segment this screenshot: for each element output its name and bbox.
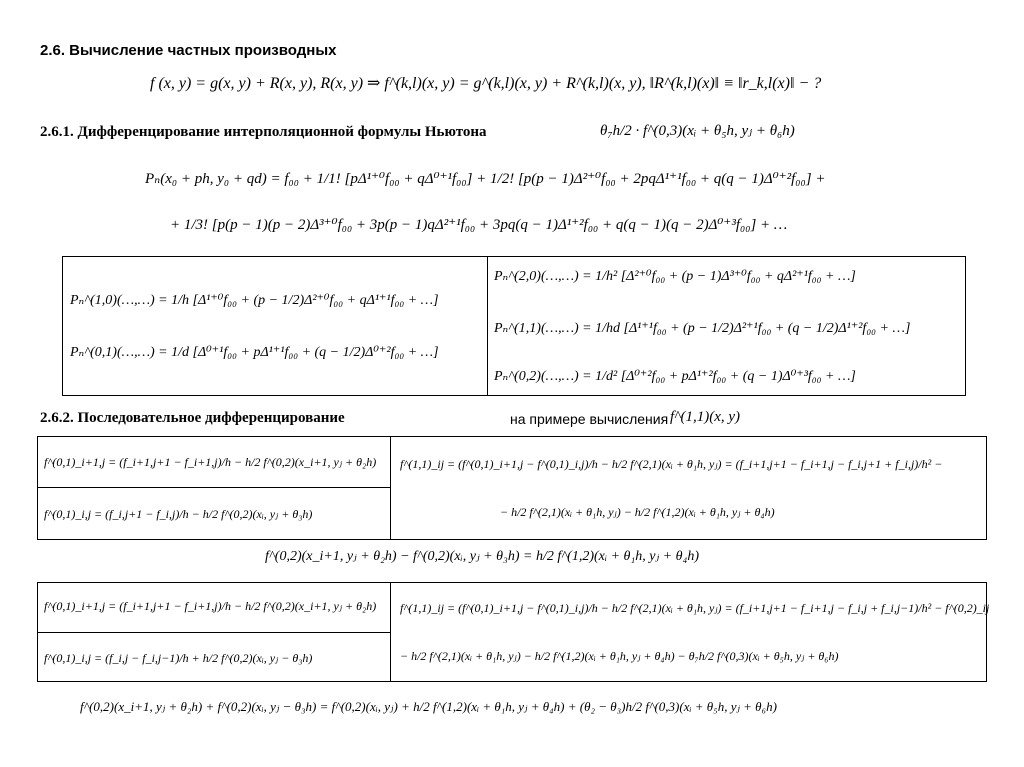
middle-identity: f^(0,2)(x_i+1, yⱼ + θ₂h) − f^(0,2)(xᵢ, yⱼ + θ₃h) = h/2 f^(1,2)(xᵢ + θ₁h, yⱼ + θ₄h): [265, 549, 700, 564]
P-derivative-2-0: Pₙ^(2,0)(…,…) = 1/h² [Δ²⁺⁰f₀₀ + (p − 1)Δ³⁺⁰f₀₀ + qΔ²⁺¹f₀₀ + …]: [494, 269, 856, 284]
P-derivative-1-1: Pₙ^(1,1)(…,…) = 1/hd [Δ¹⁺¹f₀₀ + (p − 1/2)Δ²⁺¹f₀₀ + (q − 1/2)Δ¹⁺²f₀₀ + …]: [494, 321, 911, 336]
newton-remainder-term: θ₇h/2 · f^(0,3)(xᵢ + θ₅h, yⱼ + θ₆h): [600, 123, 795, 139]
forward-diff-i1j-2: f^(0,1)_i+1,j = (f_i+1,j+1 − f_i+1,j)/h − h/2 f^(0,2)(x_i+1, yⱼ + θ₂h): [44, 599, 377, 613]
forward-diff-ij: f^(0,1)_i,j = (f_i,j+1 − f_i,j)/h − h/2 f^(0,2)(xᵢ, yⱼ + θ₃h): [44, 507, 313, 521]
P-derivative-0-1: Pₙ^(0,1)(…,…) = 1/d [Δ⁰⁺¹f₀₀ + pΔ¹⁺¹f₀₀ + (q − 1/2)Δ⁰⁺²f₀₀ + …]: [70, 345, 439, 360]
P-derivative-0-2: Pₙ^(0,2)(…,…) = 1/d² [Δ⁰⁺²f₀₀ + pΔ¹⁺²f₀₀ + (q − 1)Δ⁰⁺³f₀₀ + …]: [494, 369, 856, 384]
section-2-6-heading: 2.6. Вычисление частных производных: [40, 42, 337, 59]
newton-formula-line-1: Pₙ(x₀ + ph, y₀ + qd) = f₀₀ + 1/1! [pΔ¹⁺⁰f₀₀ + qΔ⁰⁺¹f₀₀] + 1/2! [p(p − 1)Δ²⁺⁰f₀₀ + 2pqΔ¹⁺¹f₀₀ + q(q − 1)Δ⁰⁺²f₀₀] +: [145, 171, 826, 187]
mixed-derivative-error-1: − h/2 f^(2,1)(xᵢ + θ₁h, yⱼ) − h/2 f^(1,2)(xᵢ + θ₁h, yⱼ + θ₄h): [500, 505, 775, 519]
mixed-derivative-result-2: f^(1,1)_ij = (f^(0,1)_i+1,j − f^(0,1)_i,j)/h − h/2 f^(2,1)(xᵢ + θ₁h, yⱼ) = (f_i+1,j+1 − f_i+1,j − f_i,j + f_i,j−1)/h² − f^(0,2)_ij: [400, 601, 990, 615]
section-2-6-1-heading: 2.6.1. Дифференцирование интерполяционной формулы Ньютона: [40, 124, 487, 140]
sequential-diff-box-1: [37, 436, 987, 540]
section-2-6-2-subtitle: на примере вычисления: [510, 411, 669, 427]
bottom-identity: f^(0,2)(x_i+1, yⱼ + θ₂h) + f^(0,2)(xᵢ, yⱼ − θ₃h) = f^(0,2)(xᵢ, yⱼ) + h/2 f^(1,2)(xᵢ + θ₁h, yⱼ + θ₄h) + (θ₂ − θ₃)h/2 f^(0,3)(xᵢ + θ₅h, yⱼ + θ₆h): [80, 699, 777, 714]
backward-diff-ij: f^(0,1)_i,j = (f_i,j − f_i,j−1)/h + h/2 f^(0,2)(xᵢ, yⱼ − θ₃h): [44, 651, 313, 665]
box-2-row-divider: [37, 632, 390, 633]
newton-formula-line-2: + 1/3! [p(p − 1)(p − 2)Δ³⁺⁰f₀₀ + 3p(p − 1)qΔ²⁺¹f₀₀ + 3pq(q − 1)Δ¹⁺²f₀₀ + q(q − 1)(q − 2)Δ⁰⁺³f₀₀] + …: [170, 217, 788, 233]
forward-diff-i1j: f^(0,1)_i+1,j = (f_i+1,j+1 − f_i+1,j)/h − h/2 f^(0,2)(x_i+1, yⱼ + θ₂h): [44, 455, 377, 469]
box-1-row-divider: [37, 487, 390, 488]
P-derivative-1-0: Pₙ^(1,0)(…,…) = 1/h [Δ¹⁺⁰f₀₀ + (p − 1/2)Δ²⁺⁰f₀₀ + qΔ¹⁺¹f₀₀ + …]: [70, 293, 439, 308]
mixed-derivative-target: f^(1,1)(x, y): [670, 409, 741, 425]
mixed-derivative-result-1: f^(1,1)_ij = (f^(0,1)_i+1,j − f^(0,1)_i,j)/h − h/2 f^(2,1)(xᵢ + θ₁h, yⱼ) = (f_i+1,j+1 − f_i+1,j − f_i,j+1 + f_i,j)/h² −: [400, 457, 943, 471]
mixed-derivative-error-2: − h/2 f^(2,1)(xᵢ + θ₁h, yⱼ) − h/2 f^(1,2)(xᵢ + θ₁h, yⱼ + θ₄h) − θ₇h/2 f^(0,3)(xᵢ + θ₅h, yⱼ + θ₆h): [400, 649, 839, 663]
box-2-divider: [390, 582, 391, 682]
section-2-6-2-heading: 2.6.2. Последовательное дифференцирование: [40, 410, 345, 426]
newton-box-divider: [487, 256, 488, 396]
partial-derivatives-formula: f (x, y) = g(x, y) + R(x, y), R(x, y) ⇒ f^(k,l)(x, y) = g^(k,l)(x, y) + R^(k,l)(x, y), ‖R^(k,l)(x)‖ ≡ ‖r_k,l(x)‖ − ?: [150, 75, 822, 92]
box-1-divider: [390, 436, 391, 540]
